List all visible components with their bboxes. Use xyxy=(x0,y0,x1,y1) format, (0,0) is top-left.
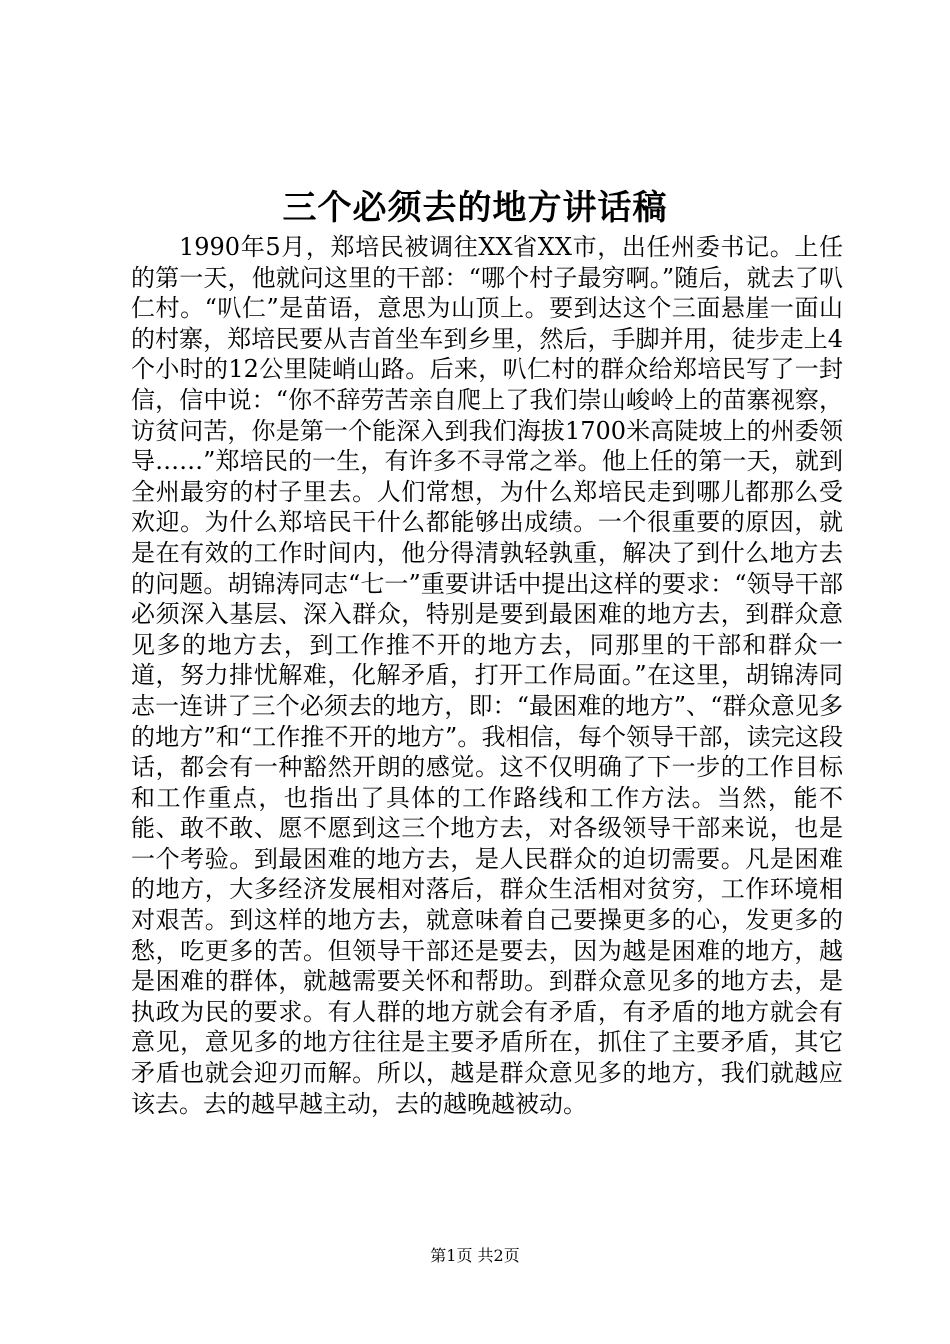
page-number-footer: 第1页 共2页 xyxy=(430,1246,520,1265)
document-body-paragraph: 1990年5月，郑培民被调往XX省XX市，出任州委书记。上任的第一天，他就问这里的干部：“哪个村子最穷啊。”随后，就去了叭仁村。“叭仁”是苗语，意思为山顶上。要到达这个三面悬崖一面山的村寨，郑培民要从吉首坐车到乡里，然后，手脚并用，徒步走上4个小时的12公里陡峭山路。后来，叭仁村的群众给郑培民写了一封信，信中说：“你不辞劳苦亲自爬上了我们崇山峻岭上的苗寨视察，访贫问苦，你是第一个能深入到我们海拔1700米高陡坡上的州委领导……”郑培民的一生，有许多不寻常之举。他上任的第一天，就到全州最穷的村子里去。人们常想，为什么郑培民走到哪儿都那么受欢迎。为什么郑培民干什么都能够出成绩。一个很重要的原因，就是在有效的工作时间内，他分得清孰轻孰重，解决了到什么地方去的问题。胡锦涛同志“七一”重要讲话中提出这样的要求：“领导干部必须深入基层、深入群众，特别是要到最困难的地方去，到群众意见多的地方去，到工作推不开的地方去，同那里的干部和群众一道，努力排忧解难，化解矛盾，打开工作局面。”在这里，胡锦涛同志一连讲了三个必须去的地方，即：“最困难的地方”、“群众意见多的地方”和“工作推不开的地方”。我相信，每个领导干部，读完这段话，都会有一种豁然开朗的感觉。这不仅明确了下一步的工作目标和工作重点，也指出了具体的工作路线和工作方法。当然，能不能、敢不敢、愿不愿到这三个地方去，对各级领导干部来说，也是一个考验。到最困难的地方去，是人民群众的迫切需要。凡是困难的地方，大多经济发展相对落后，群众生活相对贫穷，工作环境相对艰苦。到这样的地方去，就意味着自己要操更多的心，发更多的愁，吃更多的苦。但领导干部还是要去，因为越是困难的地方，越是困难的群体，就越需要关怀和帮助。到群众意见多的地方去，是执政为民的要求。有人群的地方就会有矛盾，有矛盾的地方就会有意见，意见多的地方往往是主要矛盾所在，抓住了主要矛盾，其它矛盾也就会迎刃而解。所以，越是群众意见多的地方，我们就越应该去。去的越早越主动，去的越晚越被动。 xyxy=(131,233,843,1118)
document-title: 三个必须去的地方讲话稿 xyxy=(282,188,668,228)
